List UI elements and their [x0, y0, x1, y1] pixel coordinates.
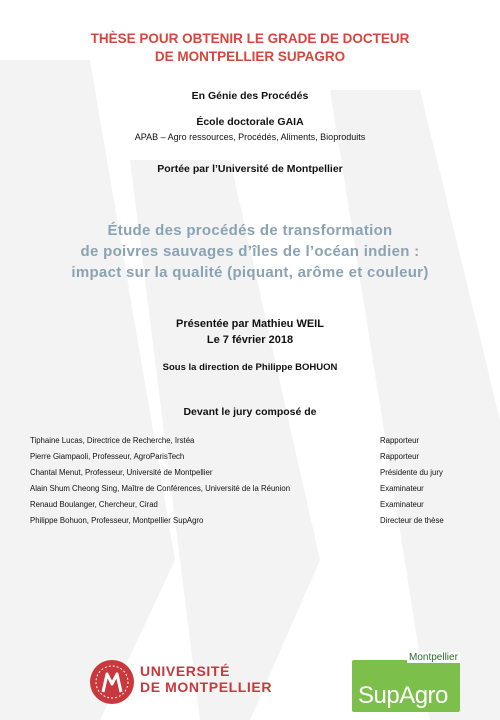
thesis-title-line-2: de poivres sauvages d’îles de l’océan indien :: [80, 243, 420, 260]
jury-row: [30, 432, 470, 448]
doctoral-school-detail: APAB – Agro ressources, Procédés, Aliments, Bioproduits: [134, 132, 366, 142]
presenter-block: [0, 316, 500, 348]
thesis-title-line-1: Étude des procédés de transformation: [107, 222, 393, 239]
supagro-name: SupAgro: [358, 682, 448, 709]
jury-member-role: Examinateur: [380, 483, 424, 493]
jury-member-role: Directeur de thèse: [380, 515, 444, 525]
jury-member-role: Présidente du jury: [380, 467, 443, 477]
thesis-title: [0, 220, 500, 283]
jury-member-role: Rapporteur: [380, 451, 420, 461]
jury-member-name: Renaud Boulanger, Chercheur, Cirad: [30, 499, 158, 509]
universite-montpellier-logo: [88, 652, 278, 712]
discipline: En Génie des Procédés: [191, 90, 309, 102]
supagro-montpellier-label: Montpellier: [409, 652, 458, 663]
direction: Sous la direction de Philippe BOHUON: [162, 362, 338, 373]
um-wordmark: [140, 663, 272, 695]
defense-date: Le 7 février 2018: [206, 334, 294, 346]
um-seal-icon: [88, 652, 136, 712]
carried-by: Portée par l’Université de Montpellier: [157, 163, 343, 175]
um-line-2: DE MONTPELLIER: [140, 679, 273, 695]
header-line-1: THÈSE POUR OBTENIR LE GRADE DE DOCTEUR: [90, 31, 410, 46]
montpellier-supagro-logo: [352, 652, 462, 714]
jury-table: [30, 432, 470, 528]
jury-member-role: Rapporteur: [380, 435, 420, 445]
jury-row: [30, 496, 470, 512]
um-line-1: UNIVERSITÉ: [140, 663, 231, 679]
jury-row: [30, 448, 470, 464]
jury-row: [30, 464, 470, 480]
jury-member-name: Tiphaine Lucas, Directrice de Recherche, Irstéa: [30, 435, 195, 445]
jury-member-name: Chantal Menut, Professeur, Université de Montpellier: [30, 467, 213, 477]
thesis-title-line-3: impact sur la qualité (piquant, arôme et couleur): [71, 264, 429, 281]
jury-member-name: Pierre Giampaoli, Professeur, AgroParisTech: [30, 451, 185, 461]
jury-row: [30, 512, 470, 528]
header-line-2: DE MONTPELLIER SUPAGRO: [154, 49, 346, 64]
presented-by: Présentée par Mathieu WEIL: [176, 318, 324, 330]
jury-member-name: Philippe Bohuon, Professeur, Montpellier SupAgro: [30, 515, 204, 525]
jury-member-name: Alain Shum Cheong Sing, Maître de Conférences, Université de la Réunion: [30, 483, 291, 493]
jury-heading: Devant le jury composé de: [183, 406, 317, 418]
header-title: [0, 30, 500, 66]
jury-row: [30, 480, 470, 496]
doctoral-school-name: École doctorale GAIA: [196, 116, 304, 128]
supagro-green-block: [352, 660, 460, 712]
jury-member-role: Examinateur: [380, 499, 424, 509]
